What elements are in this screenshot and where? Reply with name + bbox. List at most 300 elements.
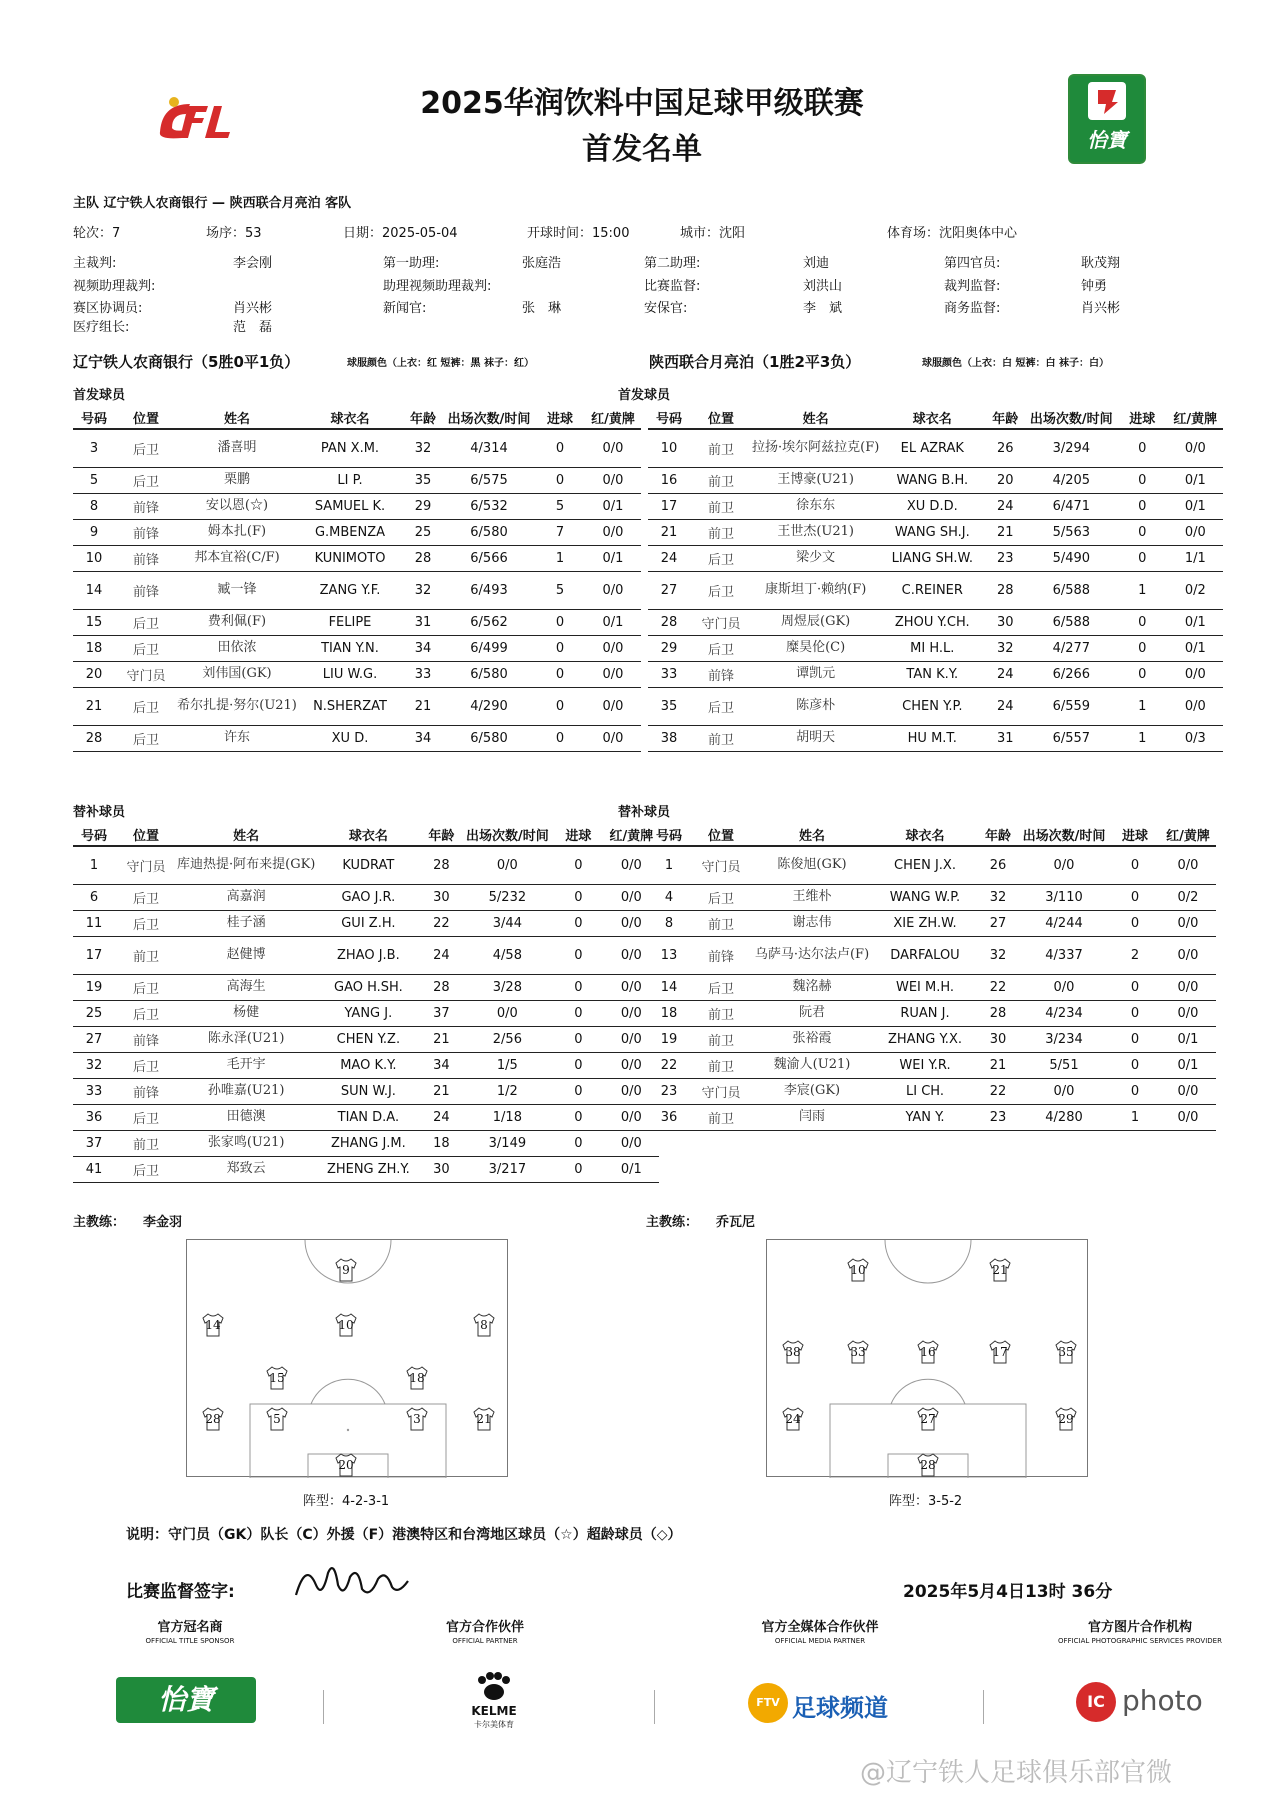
ftv-logo-icon: FTV (748, 1683, 788, 1723)
cell-appearances: 4/205 (1025, 467, 1117, 493)
official-label: 主裁判: (73, 256, 117, 271)
sponsor-3-sub: OFFICIAL MEDIA PARTNER (774, 1637, 866, 1645)
cell-number: 36 (73, 1104, 115, 1130)
cell-name: 邦本宜裕(C/F) (177, 545, 297, 571)
table-row (648, 910, 1216, 936)
cell-age: 18 (421, 1130, 461, 1156)
table-row (73, 467, 641, 493)
shirt-number: 21 (476, 1412, 492, 1426)
cell-name: 赵健博 (177, 936, 315, 974)
cell-number: 23 (648, 1078, 690, 1104)
sponsor-divider (654, 1690, 655, 1724)
sponsor-3-logo: 足球频道 (792, 1694, 888, 1722)
column-header-age: 年龄 (403, 407, 443, 429)
cell-shirt-name: GAO H.SH. (315, 974, 421, 1000)
cell-goals: 0 (553, 1104, 603, 1130)
home-subs-table (73, 824, 659, 1183)
cell-goals: 0 (553, 884, 603, 910)
cell-age: 23 (978, 1104, 1018, 1130)
column-header-appearances: 出场次数/时间 (1025, 407, 1117, 429)
official-label: 第一助理: (383, 256, 440, 271)
cell-name: 刘伟国(GK) (177, 661, 297, 687)
cell-goals: 0 (535, 429, 585, 467)
sponsor-2-logo-sub: 卡尔美体育 (474, 1720, 514, 1729)
cell-appearances: 6/266 (1025, 661, 1117, 687)
player-shirt-icon (201, 1312, 225, 1338)
cell-position: 前锋 (115, 545, 177, 571)
column-header-age: 年龄 (985, 407, 1025, 429)
cell-cards: 0/0 (603, 910, 659, 936)
cell-position: 后卫 (690, 571, 752, 609)
cell-age: 32 (978, 936, 1018, 974)
shirt-number: 33 (850, 1345, 866, 1359)
column-header-shirt-name: 球衣名 (315, 824, 421, 846)
cell-position: 后卫 (690, 974, 752, 1000)
cell-appearances: 0/0 (1018, 846, 1110, 884)
cell-name: 费利佩(F) (177, 609, 297, 635)
cell-position: 前锋 (115, 1078, 177, 1104)
sponsor-2-logo: KELME (471, 1704, 517, 1718)
cell-shirt-name: WEI Y.R. (872, 1052, 978, 1078)
cell-appearances: 6/588 (1025, 609, 1117, 635)
cell-cards: 0/0 (603, 1130, 659, 1156)
cell-goals: 1 (1117, 725, 1167, 751)
cell-shirt-name: ZANG Y.F. (297, 571, 403, 609)
cell-shirt-name: PAN X.M. (297, 429, 403, 467)
cell-number: 18 (648, 1000, 690, 1026)
cell-age: 30 (978, 1026, 1018, 1052)
column-header-number: 号码 (73, 407, 115, 429)
away-coach: 乔瓦尼 (716, 1215, 756, 1230)
cell-number: 4 (648, 884, 690, 910)
official-value: 钟勇 (1081, 279, 1108, 294)
cell-number: 27 (73, 1026, 115, 1052)
home-kit: 球服颜色（上衣：红 短裤：黑 袜子：红） (347, 358, 534, 369)
cell-number: 8 (73, 493, 115, 519)
cell-appearances: 6/580 (443, 661, 535, 687)
official-value: 耿茂翔 (1081, 256, 1121, 271)
shirt-number: 5 (273, 1412, 281, 1426)
cell-number: 18 (73, 635, 115, 661)
cell-number: 33 (73, 1078, 115, 1104)
shirt-number: 3 (413, 1412, 421, 1426)
cell-cards: 0/0 (1160, 974, 1216, 1000)
player-shirt-icon (265, 1406, 289, 1432)
cell-shirt-name: TAN K.Y. (879, 661, 985, 687)
cell-cards: 0/0 (585, 687, 641, 725)
table-row (648, 429, 1223, 467)
cell-cards: 0/0 (603, 884, 659, 910)
cell-number: 5 (73, 467, 115, 493)
sponsor-3-title: 官方全媒体合作伙伴 (761, 1620, 879, 1635)
column-header-shirt-name: 球衣名 (872, 824, 978, 846)
cell-age: 22 (978, 1078, 1018, 1104)
cell-cards: 0/0 (585, 429, 641, 467)
cell-name: 高嘉润 (177, 884, 315, 910)
cell-appearances: 1/18 (461, 1104, 553, 1130)
cell-goals: 0 (535, 609, 585, 635)
cell-shirt-name: HU M.T. (879, 725, 985, 751)
cell-goals: 0 (1117, 545, 1167, 571)
cell-number: 14 (648, 974, 690, 1000)
cell-number: 19 (73, 974, 115, 1000)
cell-shirt-name: ZHAO J.B. (315, 936, 421, 974)
cell-shirt-name: ZHANG Y.X. (872, 1026, 978, 1052)
shirt-number: 15 (269, 1371, 285, 1385)
cell-shirt-name: XU D. (297, 725, 403, 751)
cell-goals: 0 (1117, 467, 1167, 493)
sponsor-2-sub: OFFICIAL PARTNER (452, 1637, 518, 1645)
cell-number: 16 (648, 467, 690, 493)
table-row (73, 1156, 659, 1182)
cell-appearances: 4/234 (1018, 1000, 1110, 1026)
cell-number: 20 (73, 661, 115, 687)
official-label: 新闻官: (383, 301, 427, 316)
cell-cards: 0/1 (1167, 493, 1223, 519)
column-header-number: 号码 (648, 824, 690, 846)
home-starters-label: 首发球员 (73, 388, 126, 403)
cell-goals: 0 (553, 910, 603, 936)
sponsor-1-sub: OFFICIAL TITLE SPONSOR (145, 1637, 235, 1645)
cell-number: 1 (648, 846, 690, 884)
cell-name: 臧一锋 (177, 571, 297, 609)
cell-appearances: 0/0 (1018, 1078, 1110, 1104)
cell-appearances: 4/337 (1018, 936, 1110, 974)
home-coach-label: 主教练： (73, 1215, 126, 1230)
cell-age: 21 (403, 687, 443, 725)
cell-goals: 0 (1110, 974, 1160, 1000)
table-row (73, 493, 641, 519)
table-row (648, 687, 1223, 725)
cell-number: 36 (648, 1104, 690, 1130)
cell-goals: 1 (1117, 571, 1167, 609)
table-row (648, 571, 1223, 609)
table-row (648, 1026, 1216, 1052)
cell-number: 33 (648, 661, 690, 687)
cell-appearances: 3/149 (461, 1130, 553, 1156)
home-formation: 阵型：4-2-3-1 (303, 1494, 390, 1509)
cell-goals: 0 (1110, 846, 1160, 884)
away-coach-label: 主教练： (646, 1215, 699, 1230)
cell-name: 高海生 (177, 974, 315, 1000)
cell-shirt-name: LIANG SH.W. (879, 545, 985, 571)
home-team-name: 辽宁铁人农商银行（5胜0平1负） (73, 353, 300, 371)
kelme-paw-icon (470, 1672, 518, 1702)
cell-age: 33 (403, 661, 443, 687)
table-row (73, 1104, 659, 1130)
shirt-number: 27 (920, 1412, 936, 1426)
table-row (73, 1078, 659, 1104)
table-row (648, 884, 1216, 910)
official-label: 商务监督: (944, 301, 1001, 316)
cell-appearances: 6/575 (443, 467, 535, 493)
cell-shirt-name: TIAN D.A. (315, 1104, 421, 1130)
cell-position: 前卫 (690, 910, 752, 936)
cell-appearances: 3/28 (461, 974, 553, 1000)
cell-cards: 0/0 (1167, 687, 1223, 725)
player-shirt-icon (846, 1257, 870, 1283)
stadium: 体育场：沈阳奥体中心 (887, 226, 1018, 241)
cell-goals: 1 (535, 545, 585, 571)
cell-shirt-name: MAO K.Y. (315, 1052, 421, 1078)
cell-appearances: 2/56 (461, 1026, 553, 1052)
column-header-age: 年龄 (978, 824, 1018, 846)
match-date: 日期：2025-05-04 (343, 226, 458, 241)
cell-name: 陈彦朴 (752, 687, 879, 725)
cell-name: 张裕霞 (752, 1026, 872, 1052)
cell-name: 安以恩(☆) (177, 493, 297, 519)
cell-position: 前卫 (690, 519, 752, 545)
shirt-number: 16 (920, 1345, 936, 1359)
cell-age: 20 (985, 467, 1025, 493)
column-header-position: 位置 (115, 407, 177, 429)
table-header-row (73, 824, 659, 846)
cell-number: 35 (648, 687, 690, 725)
cell-cards: 0/0 (1167, 661, 1223, 687)
cell-appearances: 5/563 (1025, 519, 1117, 545)
cell-position: 后卫 (115, 467, 177, 493)
cell-shirt-name: LIU W.G. (297, 661, 403, 687)
cell-age: 32 (978, 884, 1018, 910)
table-row (73, 429, 641, 467)
cell-name: 拉扬·埃尔阿兹拉克(F) (752, 429, 879, 467)
official-label: 裁判监督: (944, 279, 1001, 294)
column-header-cards: 红/黄牌 (585, 407, 641, 429)
shirt-number: 9 (342, 1263, 350, 1277)
cell-name: 郑致云 (177, 1156, 315, 1182)
match-no: 场序：53 (206, 226, 262, 241)
cell-goals: 0 (1117, 429, 1167, 467)
official-label: 视频助理裁判: (73, 279, 156, 294)
cell-shirt-name: DARFALOU (872, 936, 978, 974)
cell-goals: 0 (553, 1052, 603, 1078)
cell-age: 32 (985, 635, 1025, 661)
cell-number: 21 (73, 687, 115, 725)
cell-age: 29 (403, 493, 443, 519)
cell-goals: 0 (535, 635, 585, 661)
cell-cards: 0/1 (1167, 609, 1223, 635)
cell-age: 28 (978, 1000, 1018, 1026)
table-row (73, 1052, 659, 1078)
sponsor-4-title: 官方图片合作机构 (1087, 1620, 1192, 1635)
cell-age: 22 (978, 974, 1018, 1000)
official-value: 李会刚 (233, 256, 273, 271)
cell-goals: 0 (535, 725, 585, 751)
cell-name: 希尔扎提·努尔(U21) (177, 687, 297, 725)
cell-cards: 0/0 (585, 467, 641, 493)
cell-goals: 5 (535, 493, 585, 519)
cell-appearances: 4/280 (1018, 1104, 1110, 1130)
cell-goals: 0 (553, 974, 603, 1000)
cell-cards: 1/1 (1167, 545, 1223, 571)
cell-cards: 0/1 (1167, 467, 1223, 493)
cell-cards: 0/0 (1160, 1104, 1216, 1130)
cell-number: 13 (648, 936, 690, 974)
cell-appearances: 1/5 (461, 1052, 553, 1078)
table-row (648, 1000, 1216, 1026)
cell-appearances: 4/314 (443, 429, 535, 467)
cell-position: 后卫 (690, 545, 752, 571)
cell-appearances: 3/110 (1018, 884, 1110, 910)
home-starters-table (73, 407, 641, 752)
cell-shirt-name: GAO J.R. (315, 884, 421, 910)
cell-age: 22 (421, 910, 461, 936)
cell-position: 守门员 (690, 846, 752, 884)
cell-position: 前卫 (690, 1026, 752, 1052)
cell-position: 后卫 (115, 1000, 177, 1026)
page-title: 2025华润饮料中国足球甲级联赛 (420, 86, 864, 121)
table-row (73, 910, 659, 936)
player-shirt-icon (472, 1312, 496, 1338)
sponsor-divider (983, 1690, 984, 1724)
official-label: 医疗组长: (73, 320, 130, 335)
shirt-number: 28 (920, 1458, 936, 1472)
cell-position: 前锋 (690, 936, 752, 974)
cell-appearances: 6/471 (1025, 493, 1117, 519)
cell-name: 魏洺赫 (752, 974, 872, 1000)
away-starters-label: 首发球员 (618, 388, 671, 403)
table-row (648, 974, 1216, 1000)
table-row (73, 661, 641, 687)
cell-goals: 0 (553, 1000, 603, 1026)
table-row (648, 635, 1223, 661)
cell-goals: 0 (553, 846, 603, 884)
official-value: 范 磊 (233, 320, 273, 335)
shirt-number: 29 (1058, 1412, 1074, 1426)
column-header-position: 位置 (115, 824, 177, 846)
official-value: 张 琳 (522, 301, 562, 316)
column-header-goals: 进球 (535, 407, 585, 429)
cell-shirt-name: LI CH. (872, 1078, 978, 1104)
cell-goals: 0 (1110, 1078, 1160, 1104)
cell-position: 后卫 (115, 1156, 177, 1182)
cell-shirt-name: CHEN J.X. (872, 846, 978, 884)
sponsor-4-sub: OFFICIAL PHOTOGRAPHIC SERVICES PROVIDER (1058, 1637, 1222, 1645)
table-row (648, 467, 1223, 493)
table-row (648, 493, 1223, 519)
cell-position: 前卫 (115, 936, 177, 974)
cell-cards: 0/0 (1160, 910, 1216, 936)
player-shirt-icon (201, 1406, 225, 1432)
cell-cards: 0/0 (603, 1104, 659, 1130)
official-value: 刘洪山 (803, 279, 843, 294)
official-label: 比赛监督: (644, 279, 701, 294)
cell-cards: 0/0 (1160, 1078, 1216, 1104)
table-row (648, 1052, 1216, 1078)
cell-shirt-name: FELIPE (297, 609, 403, 635)
cell-number: 29 (648, 635, 690, 661)
cell-number: 3 (73, 429, 115, 467)
column-header-name: 姓名 (752, 407, 879, 429)
cell-cards: 0/0 (603, 1026, 659, 1052)
player-shirt-icon (472, 1406, 496, 1432)
cell-age: 34 (403, 635, 443, 661)
cell-goals: 7 (535, 519, 585, 545)
cell-name: 王博豪(U21) (752, 467, 879, 493)
player-shirt-icon (334, 1452, 358, 1478)
cell-position: 后卫 (115, 884, 177, 910)
home-subs-label: 替补球员 (73, 805, 126, 820)
cell-goals: 0 (535, 661, 585, 687)
away-formation: 阵型：3-5-2 (889, 1494, 963, 1509)
shirt-number: 18 (409, 1371, 425, 1385)
column-header-goals: 进球 (1117, 407, 1167, 429)
cell-age: 28 (421, 846, 461, 884)
away-team-name: 陕西联合月亮泊（1胜2平3负） (649, 353, 861, 371)
cell-age: 30 (421, 1156, 461, 1182)
table-row (73, 545, 641, 571)
table-row (648, 725, 1223, 751)
cell-number: 21 (648, 519, 690, 545)
table-row (73, 635, 641, 661)
shirt-number: 35 (1058, 1345, 1074, 1359)
away-subs-table (648, 824, 1216, 1131)
cell-cards: 0/0 (585, 661, 641, 687)
cell-shirt-name: LI P. (297, 467, 403, 493)
column-header-shirt-name: 球衣名 (879, 407, 985, 429)
cell-age: 24 (985, 687, 1025, 725)
cell-appearances: 6/499 (443, 635, 535, 661)
official-label: 赛区协调员: (73, 301, 143, 316)
cell-cards: 0/0 (1160, 846, 1216, 884)
table-row (73, 571, 641, 609)
cell-position: 前锋 (690, 661, 752, 687)
cell-goals: 0 (1117, 635, 1167, 661)
cell-number: 28 (73, 725, 115, 751)
table-row (648, 661, 1223, 687)
cell-shirt-name: MI H.L. (879, 635, 985, 661)
cell-name: 胡明天 (752, 725, 879, 751)
cell-shirt-name: WEI M.H. (872, 974, 978, 1000)
player-shirt-icon (1054, 1339, 1078, 1365)
cell-goals: 0 (535, 687, 585, 725)
cell-age: 28 (403, 545, 443, 571)
away-kit: 球服颜色（上衣：白 短裤：白 袜子：白） (922, 358, 1109, 369)
cell-goals: 0 (553, 1156, 603, 1182)
cell-appearances: 6/588 (1025, 571, 1117, 609)
column-header-appearances: 出场次数/时间 (1018, 824, 1110, 846)
shirt-number: 38 (785, 1345, 801, 1359)
player-shirt-icon (916, 1406, 940, 1432)
cell-age: 32 (403, 429, 443, 467)
round: 轮次：7 (73, 226, 121, 241)
column-header-shirt-name: 球衣名 (297, 407, 403, 429)
cell-age: 21 (978, 1052, 1018, 1078)
cell-appearances: 0/0 (461, 1000, 553, 1026)
sponsor-1-title: 官方冠名商 (157, 1620, 223, 1635)
cell-cards: 0/2 (1167, 571, 1223, 609)
cell-shirt-name: WANG W.P. (872, 884, 978, 910)
cell-shirt-name: KUNIMOTO (297, 545, 403, 571)
cell-position: 前卫 (690, 725, 752, 751)
cell-goals: 0 (1110, 884, 1160, 910)
cell-appearances: 5/51 (1018, 1052, 1110, 1078)
table-row (73, 687, 641, 725)
cell-position: 后卫 (115, 1104, 177, 1130)
cell-appearances: 3/294 (1025, 429, 1117, 467)
shirt-number: 17 (992, 1345, 1008, 1359)
table-row (648, 609, 1223, 635)
cell-number: 24 (648, 545, 690, 571)
cell-cards: 0/0 (603, 936, 659, 974)
cell-appearances: 4/244 (1018, 910, 1110, 936)
cell-age: 30 (985, 609, 1025, 635)
cell-appearances: 3/234 (1018, 1026, 1110, 1052)
signature-label: 比赛监督签字: (126, 1582, 235, 1602)
cell-shirt-name: N.SHERZAT (297, 687, 403, 725)
cell-shirt-name: YAN Y. (872, 1104, 978, 1130)
cell-position: 后卫 (690, 687, 752, 725)
